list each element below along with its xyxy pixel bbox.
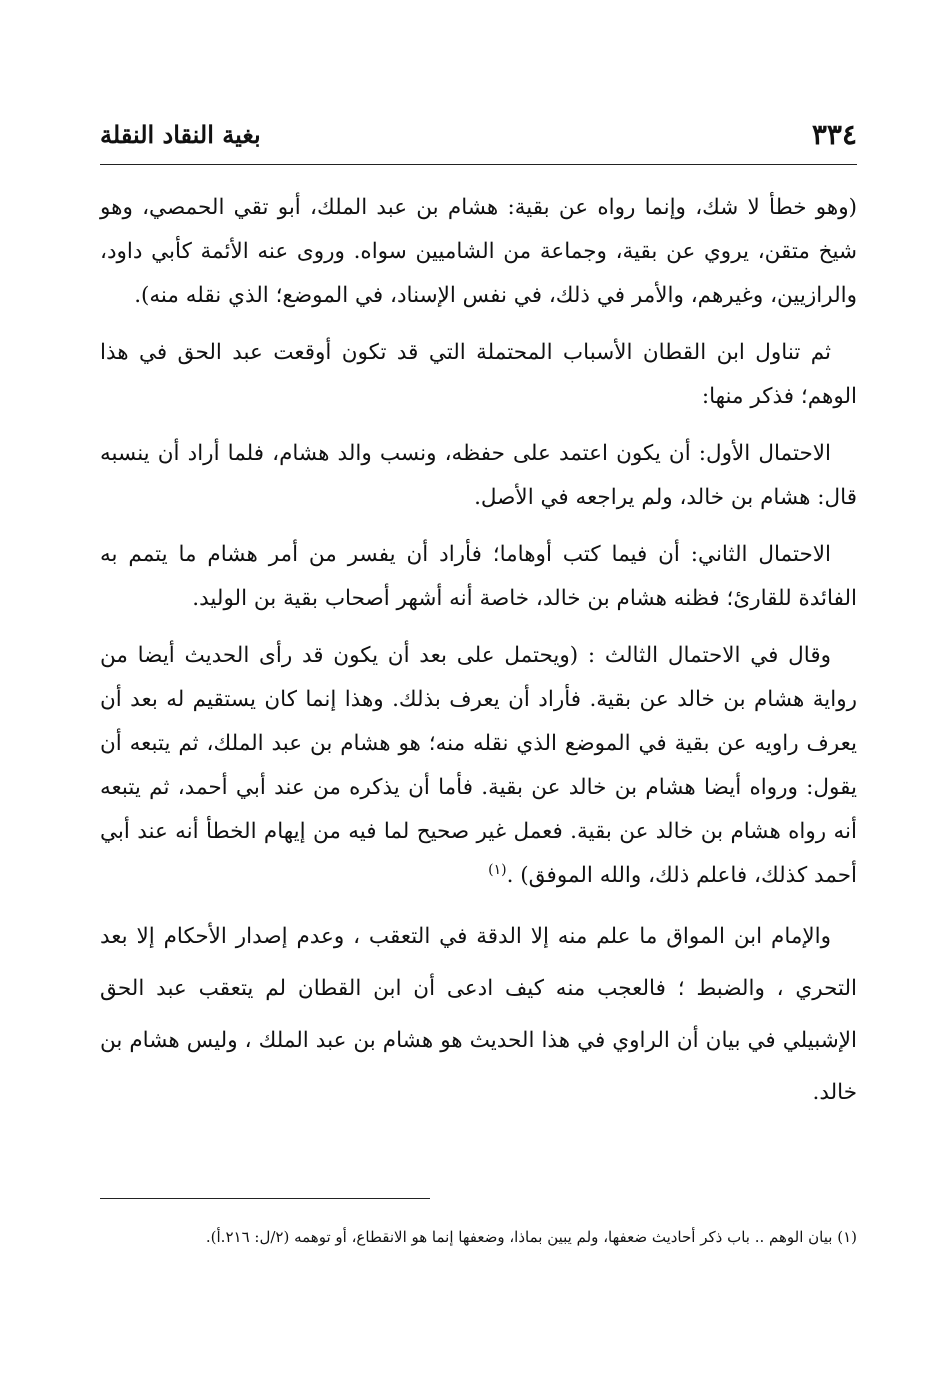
document-page	[100, 0, 857, 1386]
header-rule	[100, 164, 857, 165]
page-header	[100, 112, 857, 156]
paragraph-conclusion: والإمام ابن المواق ما علم منه إلا الدقة في التعقب ، وعدم إصدار الأحكام إلا بعد التحري ، والضبط ؛ فالعجب منه كيف ادعى أن ابن القطان لم يتعقب عبد الحق الإشبيلي في بيان أن الراوي في هذا الحديث هو هشام بن عبد الملك ، وليس هشام بن خالد.	[100, 924, 857, 1105]
running-title: بغية النقاد النقلة	[100, 119, 261, 149]
footnote-separator	[100, 1198, 430, 1199]
paragraph-third-possibility	[100, 634, 857, 898]
main-text	[100, 186, 857, 1132]
paragraph-second-possibility-text: الاحتمال الثاني: أن فيما كتب أوهاما؛ فأراد أن يفسر من أمر هشام ما يتمم به الفائدة للقارئ؛ فظنه هشام بن خالد، خاصة أنه أشهر أصحاب بقية بن الوليد.	[100, 542, 857, 611]
page-number: ٣٣٤	[811, 117, 857, 151]
paragraph-third-possibility-text: وقال في الاحتمال الثالث : (ويحتمل على بعد أن يكون قد رأى الحديث أيضا من رواية هشام بن خالد عن بقية. فأراد أن يعرف بذلك. وهذا إنما كان يستقيم له بعد أن يعرف راويه عن بقية في الموضع الذي نقله منه؛ هو هشام بن عبد الملك، ثم يتبعه أن يقول: ورواه أيضا هشام بن خالد عن بقية. فأما أن يذكره من عند أبي أحمد، ثم يتبعه أنه رواه هشام بن خالد عن بقية. فعمل غير صحيح لما فيه من إيهام الخطأ أنه عند أبي أحمد كذلك، فاعلم ذلك، والله الموفق) .	[100, 643, 857, 888]
paragraph-second-possibility	[100, 533, 857, 621]
paragraph-first-possibility: الاحتمال الأول: أن يكون اعتمد على حفظه، ونسب والد هشام، فلما أراد أن ينسبه قال: هشام بن خالد، ولم يراجعه في الأصل.	[100, 441, 857, 510]
paragraph-intro-causes: ثم تناول ابن القطان الأسباب المحتملة التي قد تكون أوقعت عبد الحق في هذا الوهم؛ فذكر منها:	[100, 340, 857, 409]
footnote-item: (١) بيان الوهم .. باب ذكر أحاديث ضعفها، ولم يبين بماذا، وضعفها إنما هو الانقطاع، أو توهمه (٢/ل: ٢١٦.أ).	[205, 1228, 857, 1246]
paragraph-quote-1: (وهو خطأ لا شك، وإنما رواه عن بقية: هشام بن عبد الملك، أبو تقي الحمصي، وهو شيخ متقن، يروي عن بقية، وجماعة من الشاميين سواه. وروى عنه الأئمة كأبي داود، والرازيين، وغيرهم، والأمر في ذلك، في نفس الإسناد، في الموضع؛ الذي نقله منه).	[100, 195, 857, 308]
footnote-reference: (١)	[488, 861, 507, 878]
footnotes	[100, 1224, 857, 1251]
